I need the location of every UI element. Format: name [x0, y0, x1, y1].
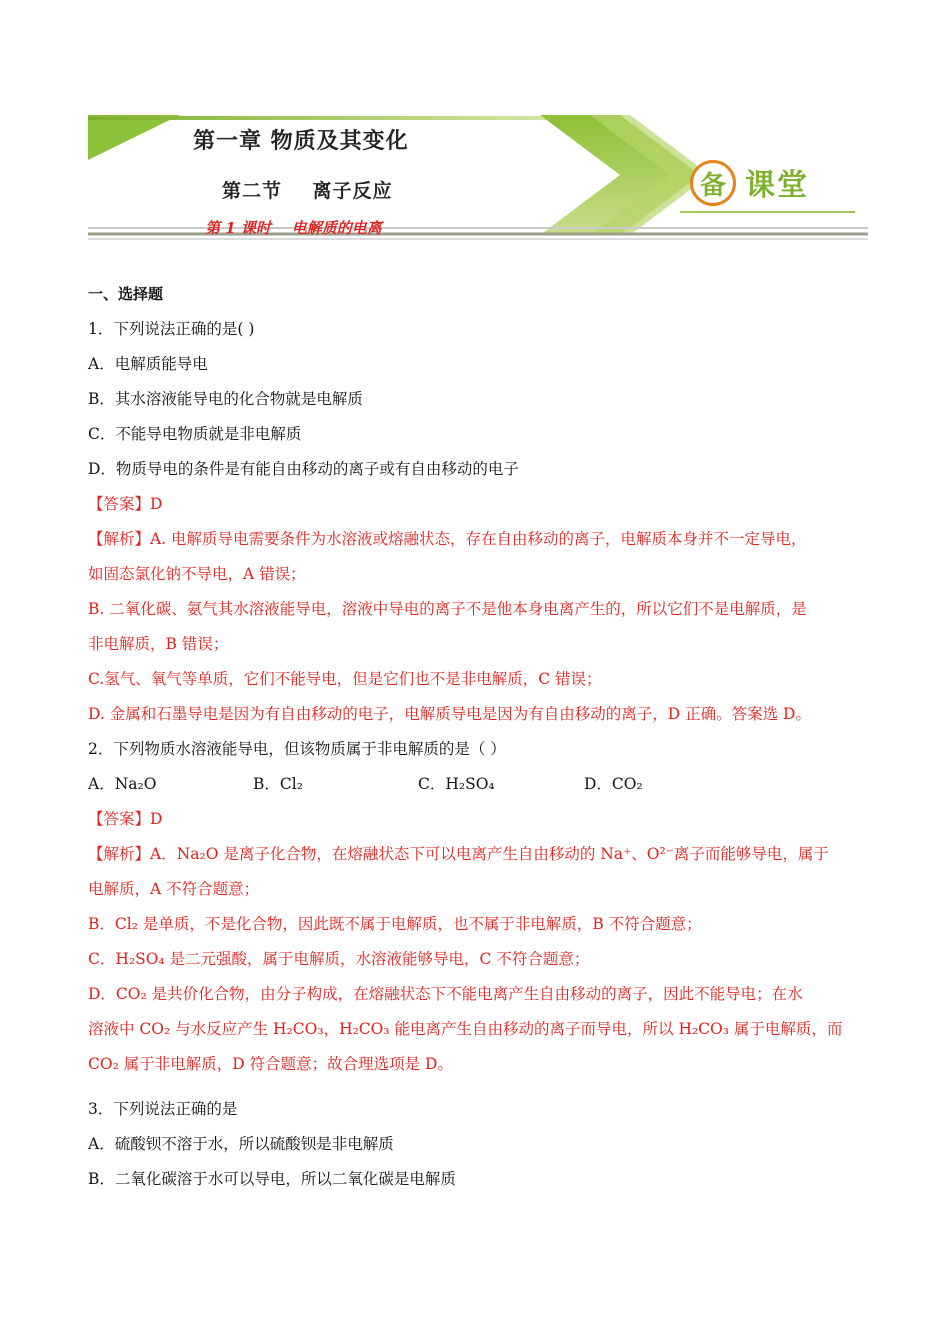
question-3-option-a: A．硫酸钡不溶于水，所以硫酸钡是非电解质 — [88, 1135, 394, 1153]
question-1-option-a: A．电解质能导电 — [88, 355, 208, 373]
question-2-analysis-line: 电解质，A 不符合题意； — [88, 880, 260, 898]
question-3-stem: 3．下列说法正确的是 — [88, 1100, 238, 1118]
page-header — [0, 0, 950, 260]
header-banner-graphic — [0, 0, 950, 260]
spacer — [88, 1082, 868, 1092]
chapter-title: 第一章 物质及其变化 — [193, 129, 409, 154]
question-1-option-c: C．不能导电物质就是非电解质 — [88, 425, 302, 443]
question-2-analysis-line: B．Cl₂ 是单质，不是化合物，因此既不属于电解质，也不属于非电解质，B 不符合题意； — [88, 915, 702, 933]
section-title: 第二节 离子反应 — [222, 180, 393, 202]
question-1-analysis-line: 如固态氯化钠不导电，A 错误； — [88, 565, 306, 583]
question-1-analysis-line: 【解析】A. 电解质导电需要条件为水溶液或熔融状态，存在自由移动的离子，电解质本身并不一定导电， — [88, 530, 807, 548]
question-2-option-b: B．Cl₂ — [253, 775, 303, 793]
question-2-stem: 2．下列物质水溶液能导电，但该物质属于非电解质的是（ ） — [88, 740, 506, 758]
question-2-options — [88, 767, 868, 802]
section-heading: 一、选择题 — [88, 285, 164, 303]
badge-text: 课堂 — [745, 168, 809, 203]
question-2-analysis-line: CO₂ 属于非电解质，D 符合题意；故合理选项是 D。 — [88, 1055, 453, 1073]
question-2-option-c: C．H₂SO₄ — [418, 775, 495, 793]
question-3-option-b: B．二氧化碳溶于水可以导电，所以二氧化碳是电解质 — [88, 1170, 456, 1188]
question-2-option-d: D．CO₂ — [584, 775, 643, 793]
question-1-stem: 1．下列说法正确的是( ) — [88, 320, 255, 338]
question-1-option-d: D．物质导电的条件是有能自由移动的离子或有自由移动的电子 — [88, 460, 519, 478]
question-2-analysis-line: 溶液中 CO₂ 与水反应产生 H₂CO₃，H₂CO₃ 能电离产生自由移动的离子而导电，所以 H₂CO₃ 属于电解质，而 — [88, 1020, 843, 1038]
question-1-option-b: B．其水溶液能导电的化合物就是电解质 — [88, 390, 363, 408]
question-1-analysis-line: D. 金属和石墨导电是因为有自由移动的电子，电解质导电是因为有自由移动的离子，D 正确。答案选 D。 — [88, 705, 811, 723]
question-2-option-a: A．Na₂O — [88, 775, 157, 793]
question-2-analysis-line: D．CO₂ 是共价化合物，由分子构成，在熔融状态下不能电离产生自由移动的离子，因此不能导电；在水 — [88, 985, 803, 1003]
document-body — [88, 277, 868, 1197]
question-1-analysis-line: B. 二氧化碳、氨气其水溶液能导电，溶液中导电的离子不是他本身电离产生的，所以它们不是电解质，是 — [88, 600, 807, 618]
question-1-analysis-line: 非电解质，B 错误； — [88, 635, 229, 653]
question-1-answer: 【答案】D — [88, 495, 163, 513]
question-2-analysis-line: 【解析】A．Na₂O 是离子化合物，在熔融状态下可以电离产生自由移动的 Na⁺、O²⁻离子而能够导电，属于 — [88, 845, 829, 863]
question-1-analysis-line: C.氢气、氧气等单质，它们不能导电，但是它们也不是非电解质，C 错误； — [88, 670, 602, 688]
lesson-title: 第 1 课时 电解质的电离 — [205, 219, 382, 237]
badge-logo-icon: 备 — [690, 160, 736, 206]
question-2-analysis-line: C．H₂SO₄ 是二元强酸，属于电解质，水溶液能够导电，C 不符合题意； — [88, 950, 590, 968]
corner-triangle — [88, 115, 180, 160]
question-2-answer: 【答案】D — [88, 810, 163, 828]
